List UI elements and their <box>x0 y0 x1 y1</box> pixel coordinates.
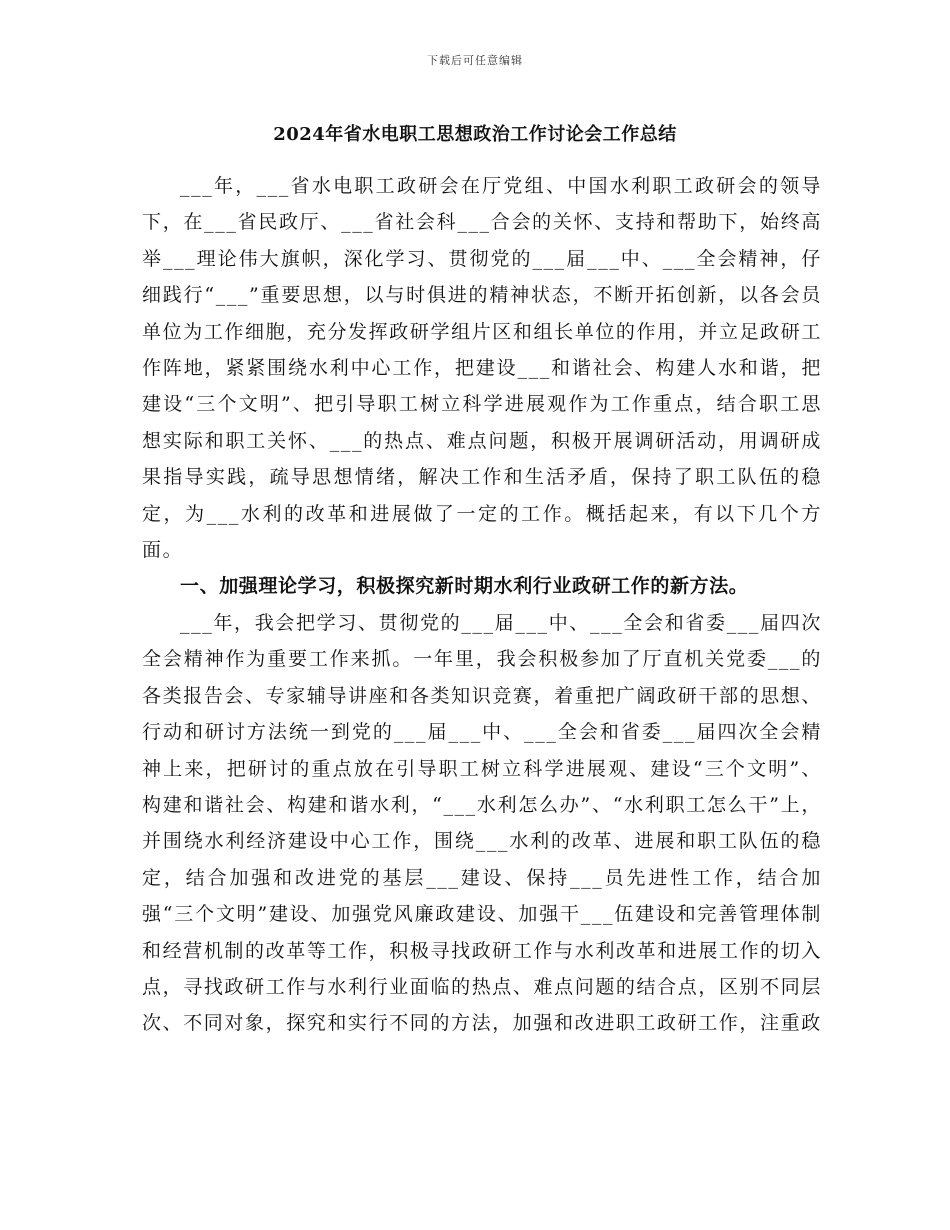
document-title: 2024年省水电职工思想政治工作讨论会工作总结 <box>273 124 677 145</box>
document-body <box>142 168 822 1042</box>
paragraph-section-1: ___年，我会把学习、贯彻党的___届___中、___全会和省委___届四次全会精神作为重要工作来抓。一年里，我会积极参加了厅直机关党委___的各类报告会、专家辅导讲座和各类知识竞赛，着重把广阔政研干部的思想、行动和研讨方法统一到党的___届___中、___全会和省委___届四次全会精神上来，把研讨的重点放在引导职工树立科学进展观、建设“三个文明”、构建和谐社会、构建和谐水利，“___水利怎么办”、“水利职工怎么干”上，并围绕水利经济建设中心工作，围绕___水利的改革、进展和职工队伍的稳定，结合加强和改进党的基层___建设、保持___员先进性工作，结合加强“三个文明”建设、加强党风廉政建设、加强干___伍建设和完善管理体制和经营机制的改革等工作，积极寻找政研工作与水利改革和进展工作的切入点，寻找政研工作与水利行业面临的热点、难点问题的结合点，区别不同层次、不同对象，探究和实行不同的方法，加强和改进职工政研工作，注重政 <box>142 611 822 1035</box>
paragraph-intro: ___年，___省水电职工政研会在厅党组、中国水利职工政研会的领导下，在___省民政厅、___省社会科___合会的关怀、支持和帮助下，始终高举___理论伟大旗帜，深化学习、贯彻党的___届___中、___全会精神，仔细践行“___”重要思想，以与时俱进的精神状态，不断开拓创新，以各会员单位为工作细胞，充分发挥政研学组片区和组长单位的作用，并立足政研工作阵地，紧紧围绕水利中心工作，把建设___和谐社会、构建人水和谐，把建设“三个文明”、把引导职工树立科学进展观作为工作重点，结合职工思想实际和职工关怀、___的热点、难点问题，积极开展调研活动，用调研成果指导实践，疏导思想情绪，解决工作和生活矛盾，保持了职工队伍的稳定，为___水利的改革和进展做了一定的工作。概括起来，有以下几个方面。 <box>142 175 822 562</box>
header-note: 下载后可任意编辑 <box>427 54 523 67</box>
section-heading-1: 一、加强理论学习，积极探究新时期水利行业政研工作的新方法。 <box>180 575 749 598</box>
